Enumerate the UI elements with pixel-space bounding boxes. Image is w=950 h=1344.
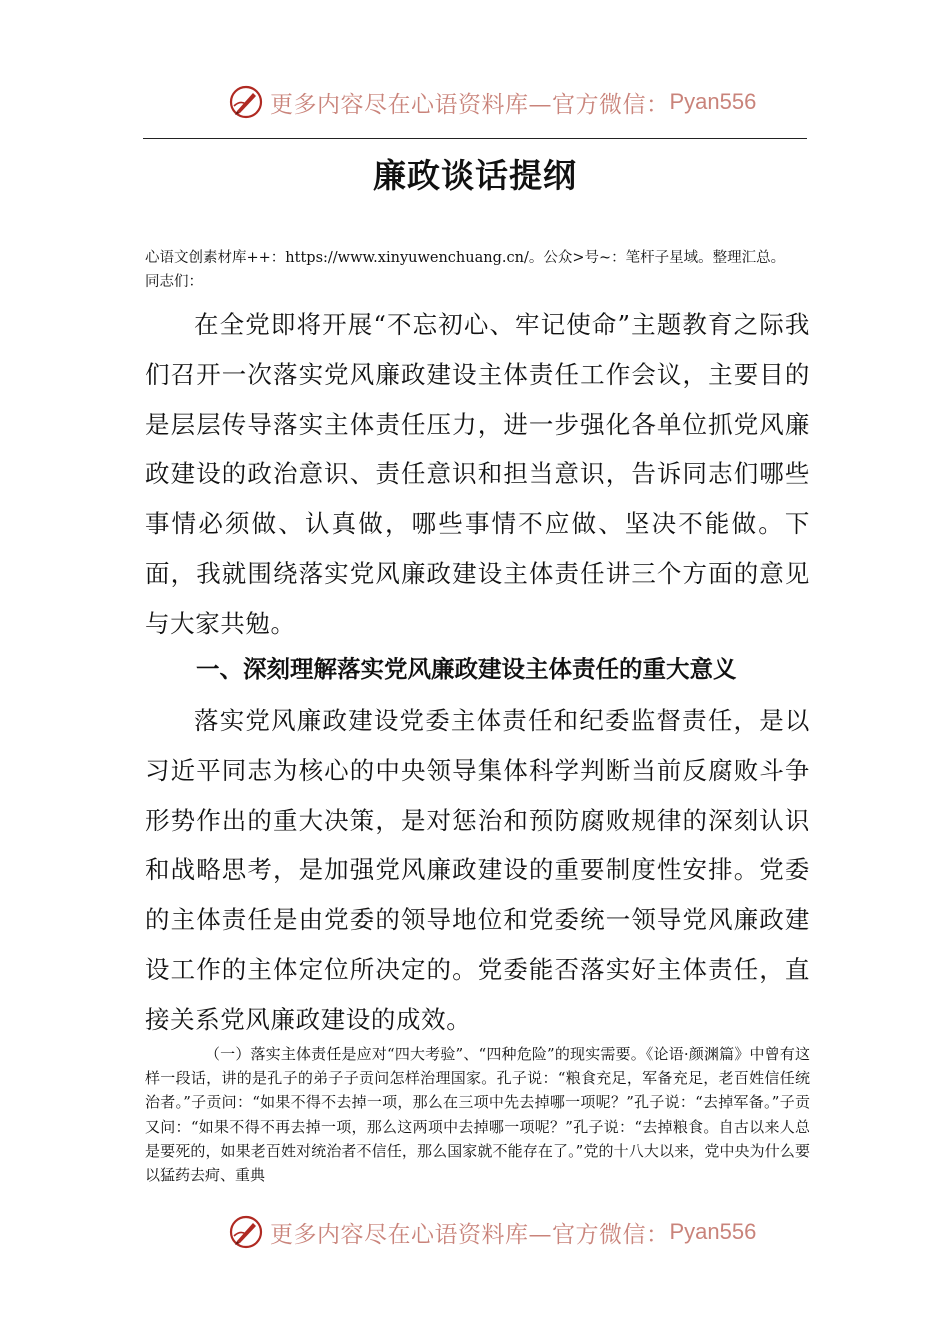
page-title: 廉政谈话提纲 (373, 156, 577, 195)
section-paragraph: 落实党风廉政建设党委主体责任和纪委监督责任，是以习近平同志为核心的中央领导集体科学判断当前反腐败斗争形势作出的重大决策，是对惩治和预防腐败规律的深刻认识和战略思考，是加强党风廉政建设的重要制度性安排。党委的主体责任是由党委的领导地位和党委统一领导党风廉政建设工作的主体定位所决定的。党委能否落实好主体责任，直接关系党风廉政建设的成效。 (145, 706, 810, 1034)
banner-brand: Pyan556 (669, 89, 757, 114)
header-rule (143, 138, 807, 139)
banner-text: 更多内容尽在心语资料库—官方微信： (270, 1221, 670, 1248)
intro-paragraph: 在全党即将开展“不忘初心、牢记使命”主题教育之际我们召开一次落实党风廉政建设主体责任工作会议，主要目的是层层传导落实主体责任压力，进一步强化各单位抓党风廉政建设的政治意识、责任意识和担当意识，告诉同志们哪些事情必须做、认真做，哪些事情不应做、坚决不能做。下面，我就围绕落实党风廉政建设主体责任讲三个方面的意见与大家共勉。 (145, 310, 810, 638)
section-heading: 一、深刻理解落实党风廉政建设主体责任的重大意义 (196, 655, 737, 683)
banner-text: 更多内容尽在心语资料库—官方微信： (270, 91, 670, 118)
pen-logo-icon (228, 1214, 264, 1250)
header-banner (228, 82, 756, 122)
footer-banner (228, 1212, 756, 1252)
banner-brand: Pyan556 (669, 1219, 757, 1244)
pen-logo-icon (228, 84, 264, 120)
subsection-paragraph: （一）落实主体责任是应对“四大考验”、“四种危险”的现实需要。《论语·颜渊篇》中曾有这样一段话，讲的是孔子的弟子子贡问怎样治理国家。孔子说：“粮食充足，军备充足，老百姓信任统治者。”子贡问：“如果不得不去掉一项，那么在三项中先去掉哪一项呢？”孔子说：“去掉军备。”子贡又问：“如果不得不再去掉一项，那么这两项中去掉哪一项呢？”孔子说：“去掉粮食。自古以来人总是要死的，如果老百姓对统治者不信任，那么国家就不能存在了。”党的十八大以来，党中央为什么要以猛药去疴、重典 (145, 1045, 810, 1185)
greeting: 同志们： (145, 274, 203, 290)
source-line: 心语文创素材库++：https://www.xinyuwenchuang.cn/。公众>号~：笔杆子星域。整理汇总。 (145, 250, 786, 266)
